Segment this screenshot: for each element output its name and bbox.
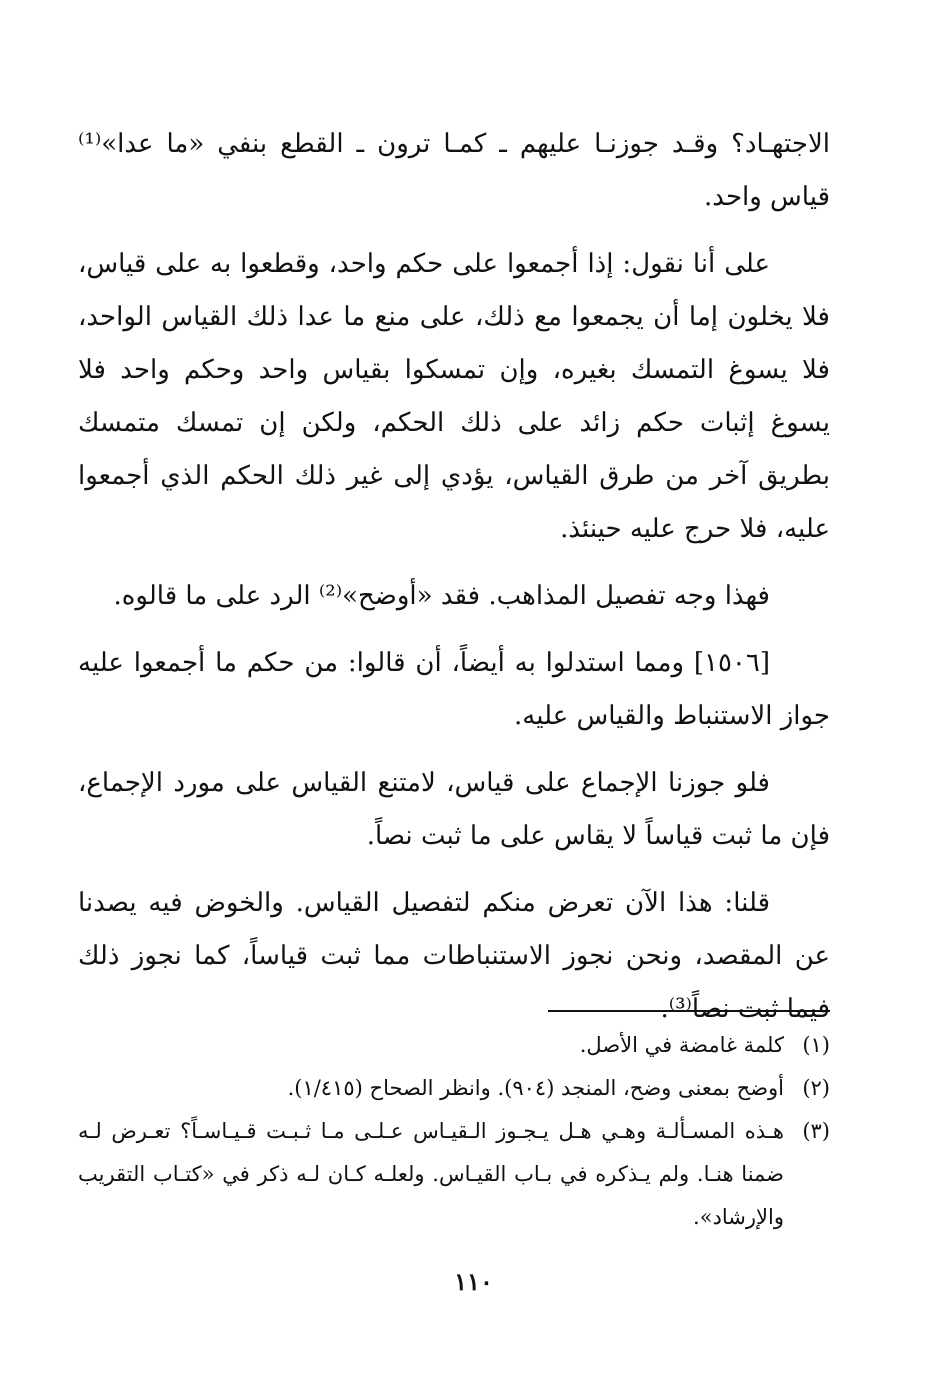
footnote-divider bbox=[548, 1010, 830, 1012]
paragraph-1: الاجتهـاد؟ وقـد جوزنـا عليهم ـ كمـا ترون ـ القطع بنفي «ما عدا»⁽¹⁾ قياس واحد. bbox=[78, 129, 830, 212]
paragraph-6: قلنا: هذا الآن تعرض منكم لتفصيل القياس. والخوض فيه يصدنا عن المقصد، ونحن نجوز الاستنباطات مما ثبت قياساً، كما نجوز ذلك فيما ثبت نصاً⁽³⁾. bbox=[78, 888, 830, 1024]
footnote-text: هـذه المسـألـة وهـي هـل يـجـوز الـقيـاس عـلـى مـا ثـبـت قـيـاسـاً؟ تعـرض لـه ضمنا هنـا. ولم يـذكره في بـاب القيـاس. ولعلـه كـان لـه ذكر في «كتـاب التقريب والإرشاد». bbox=[78, 1119, 784, 1229]
footnote-text: كلمة غامضة في الأصل. bbox=[579, 1033, 784, 1057]
main-text bbox=[78, 118, 830, 1050]
footnote-3 bbox=[78, 1110, 830, 1239]
footnote-2 bbox=[78, 1067, 830, 1110]
footnote-text: أوضح بمعنى وضح، المنجد (٩٠٤). وانظر الصحاح (١/٤١٥). bbox=[287, 1076, 784, 1100]
paragraph-2: على أنا نقول: إذا أجمعوا على حكم واحد، وقطعوا به على قياس، فلا يخلون إما أن يجمعوا مع ذلك، على منع ما عدا ذلك القياس الواحد، فلا يسوغ التمسك بغيره، وإن تمسكوا بقياس واحد وحكم واحد فلا يسوغ إثبات حكم زائد على ذلك الحكم، ولكن إن تمسك متمسك بطريق آخر من طرق القياس، يؤدي إلى غير ذلك الحكم الذي أجمعوا عليه، فلا حرج عليه حينئذ. bbox=[78, 249, 830, 544]
page-number: ١١٠ bbox=[454, 1267, 493, 1296]
footnote-list bbox=[78, 1024, 830, 1239]
paragraph-4: [١٥٠٦] ومما استدلوا به أيضاً، أن قالوا: من حكم ما أجمعوا عليه جواز الاستنباط والقياس عليه. bbox=[78, 648, 830, 731]
paragraph-5: فلو جوزنا الإجماع على قياس، لامتنع القياس على مورد الإجماع، فإن ما ثبت قياساً لا يقاس على ما ثبت نصاً. bbox=[78, 768, 830, 851]
footnote-1 bbox=[78, 1024, 830, 1067]
footnote-number: (١) bbox=[802, 1033, 830, 1057]
footnote-number: (٣) bbox=[802, 1119, 830, 1143]
paragraph-3: فهذا وجه تفصيل المذاهب. فقد «أوضح»⁽²⁾ الرد على ما قالوه. bbox=[113, 581, 770, 611]
footnote-number: (٢) bbox=[802, 1076, 830, 1100]
